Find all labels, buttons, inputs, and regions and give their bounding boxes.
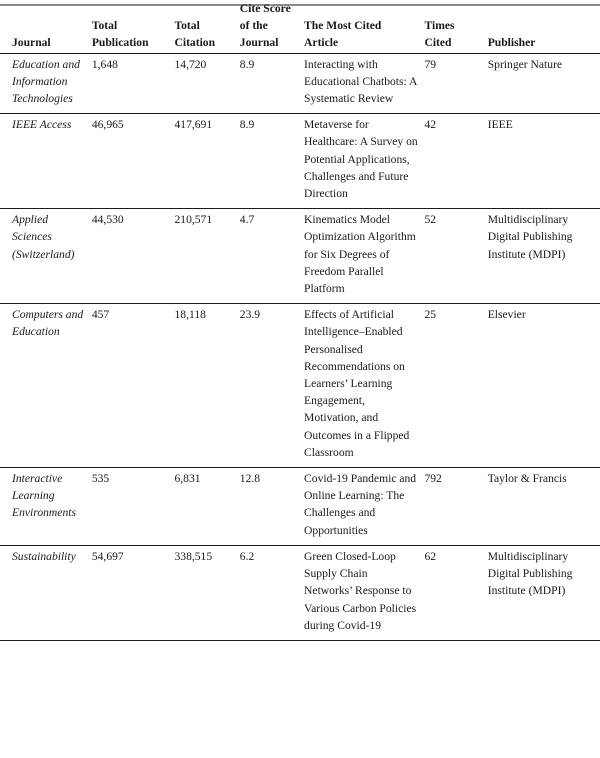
cell-cite-score: 8.9	[240, 114, 304, 209]
cell-journal: Education and Information Technologies	[0, 53, 92, 114]
cell-publisher: Taylor & Francis	[488, 468, 600, 546]
cell-times-cited: 62	[424, 545, 487, 640]
column-header-publisher: Publisher	[488, 0, 600, 53]
table-row	[0, 468, 600, 546]
cell-total-citation: 417,691	[174, 114, 239, 209]
cell-total-publication: 1,648	[92, 53, 175, 114]
column-header-journal: Journal	[0, 0, 92, 53]
cell-publisher: Multidisciplinary Digital Publishing Institute (MDPI)	[488, 545, 600, 640]
cell-most-cited-article: Effects of Artificial Intelligence–Enabled Personalised Recommendations on Learners’ Learning Engagement, Motivation, and Outcomes in a Flipped Classroom	[304, 304, 424, 468]
cell-publisher: Elsevier	[488, 304, 600, 468]
cell-times-cited: 52	[424, 209, 487, 304]
cell-journal: Interactive Learning Environments	[0, 468, 92, 546]
cell-times-cited: 42	[424, 114, 487, 209]
cell-journal: Computers and Education	[0, 304, 92, 468]
table-row	[0, 114, 600, 209]
cell-times-cited: 79	[424, 53, 487, 114]
column-header-total-publication: Total Publication	[92, 0, 175, 53]
table-row	[0, 209, 600, 304]
header-row	[0, 0, 600, 53]
cell-total-publication: 54,697	[92, 545, 175, 640]
cell-times-cited: 25	[424, 304, 487, 468]
cell-journal: Applied Sciences (Switzerland)	[0, 209, 92, 304]
cell-total-publication: 457	[92, 304, 175, 468]
cell-total-citation: 18,118	[174, 304, 239, 468]
column-header-times-cited: Times Cited	[424, 0, 487, 53]
cell-cite-score: 12.8	[240, 468, 304, 546]
cell-journal: IEEE Access	[0, 114, 92, 209]
column-header-most-cited-article: The Most Cited Article	[304, 0, 424, 53]
cell-cite-score: 8.9	[240, 53, 304, 114]
table-row	[0, 304, 600, 468]
cell-total-citation: 338,515	[174, 545, 239, 640]
cell-most-cited-article: Green Closed-Loop Supply Chain Networks’ Response to Various Carbon Policies during Covid-19	[304, 545, 424, 640]
cell-publisher: Springer Nature	[488, 53, 600, 114]
cell-most-cited-article: Interacting with Educational Chatbots: A Systematic Review	[304, 53, 424, 114]
table-row	[0, 545, 600, 640]
cell-cite-score: 6.2	[240, 545, 304, 640]
column-header-total-citation: Total Citation	[174, 0, 239, 53]
cell-total-publication: 535	[92, 468, 175, 546]
cell-most-cited-article: Kinematics Model Optimization Algorithm for Six Degrees of Freedom Parallel Platform	[304, 209, 424, 304]
column-header-cite-score: Cite Score of the Journal	[240, 0, 304, 53]
cell-publisher: Multidisciplinary Digital Publishing Institute (MDPI)	[488, 209, 600, 304]
cell-most-cited-article: Covid-19 Pandemic and Online Learning: The Challenges and Opportunities	[304, 468, 424, 546]
cell-total-citation: 210,571	[174, 209, 239, 304]
cell-times-cited: 792	[424, 468, 487, 546]
cell-cite-score: 23.9	[240, 304, 304, 468]
cell-total-publication: 44,530	[92, 209, 175, 304]
cell-total-publication: 46,965	[92, 114, 175, 209]
cell-publisher: IEEE	[488, 114, 600, 209]
cell-total-citation: 14,720	[174, 53, 239, 114]
cell-journal: Sustainability	[0, 545, 92, 640]
table-row	[0, 53, 600, 114]
cell-most-cited-article: Metaverse for Healthcare: A Survey on Potential Applications, Challenges and Future Direction	[304, 114, 424, 209]
table-header	[0, 0, 600, 53]
table-body	[0, 53, 600, 640]
cell-cite-score: 4.7	[240, 209, 304, 304]
cell-total-citation: 6,831	[174, 468, 239, 546]
